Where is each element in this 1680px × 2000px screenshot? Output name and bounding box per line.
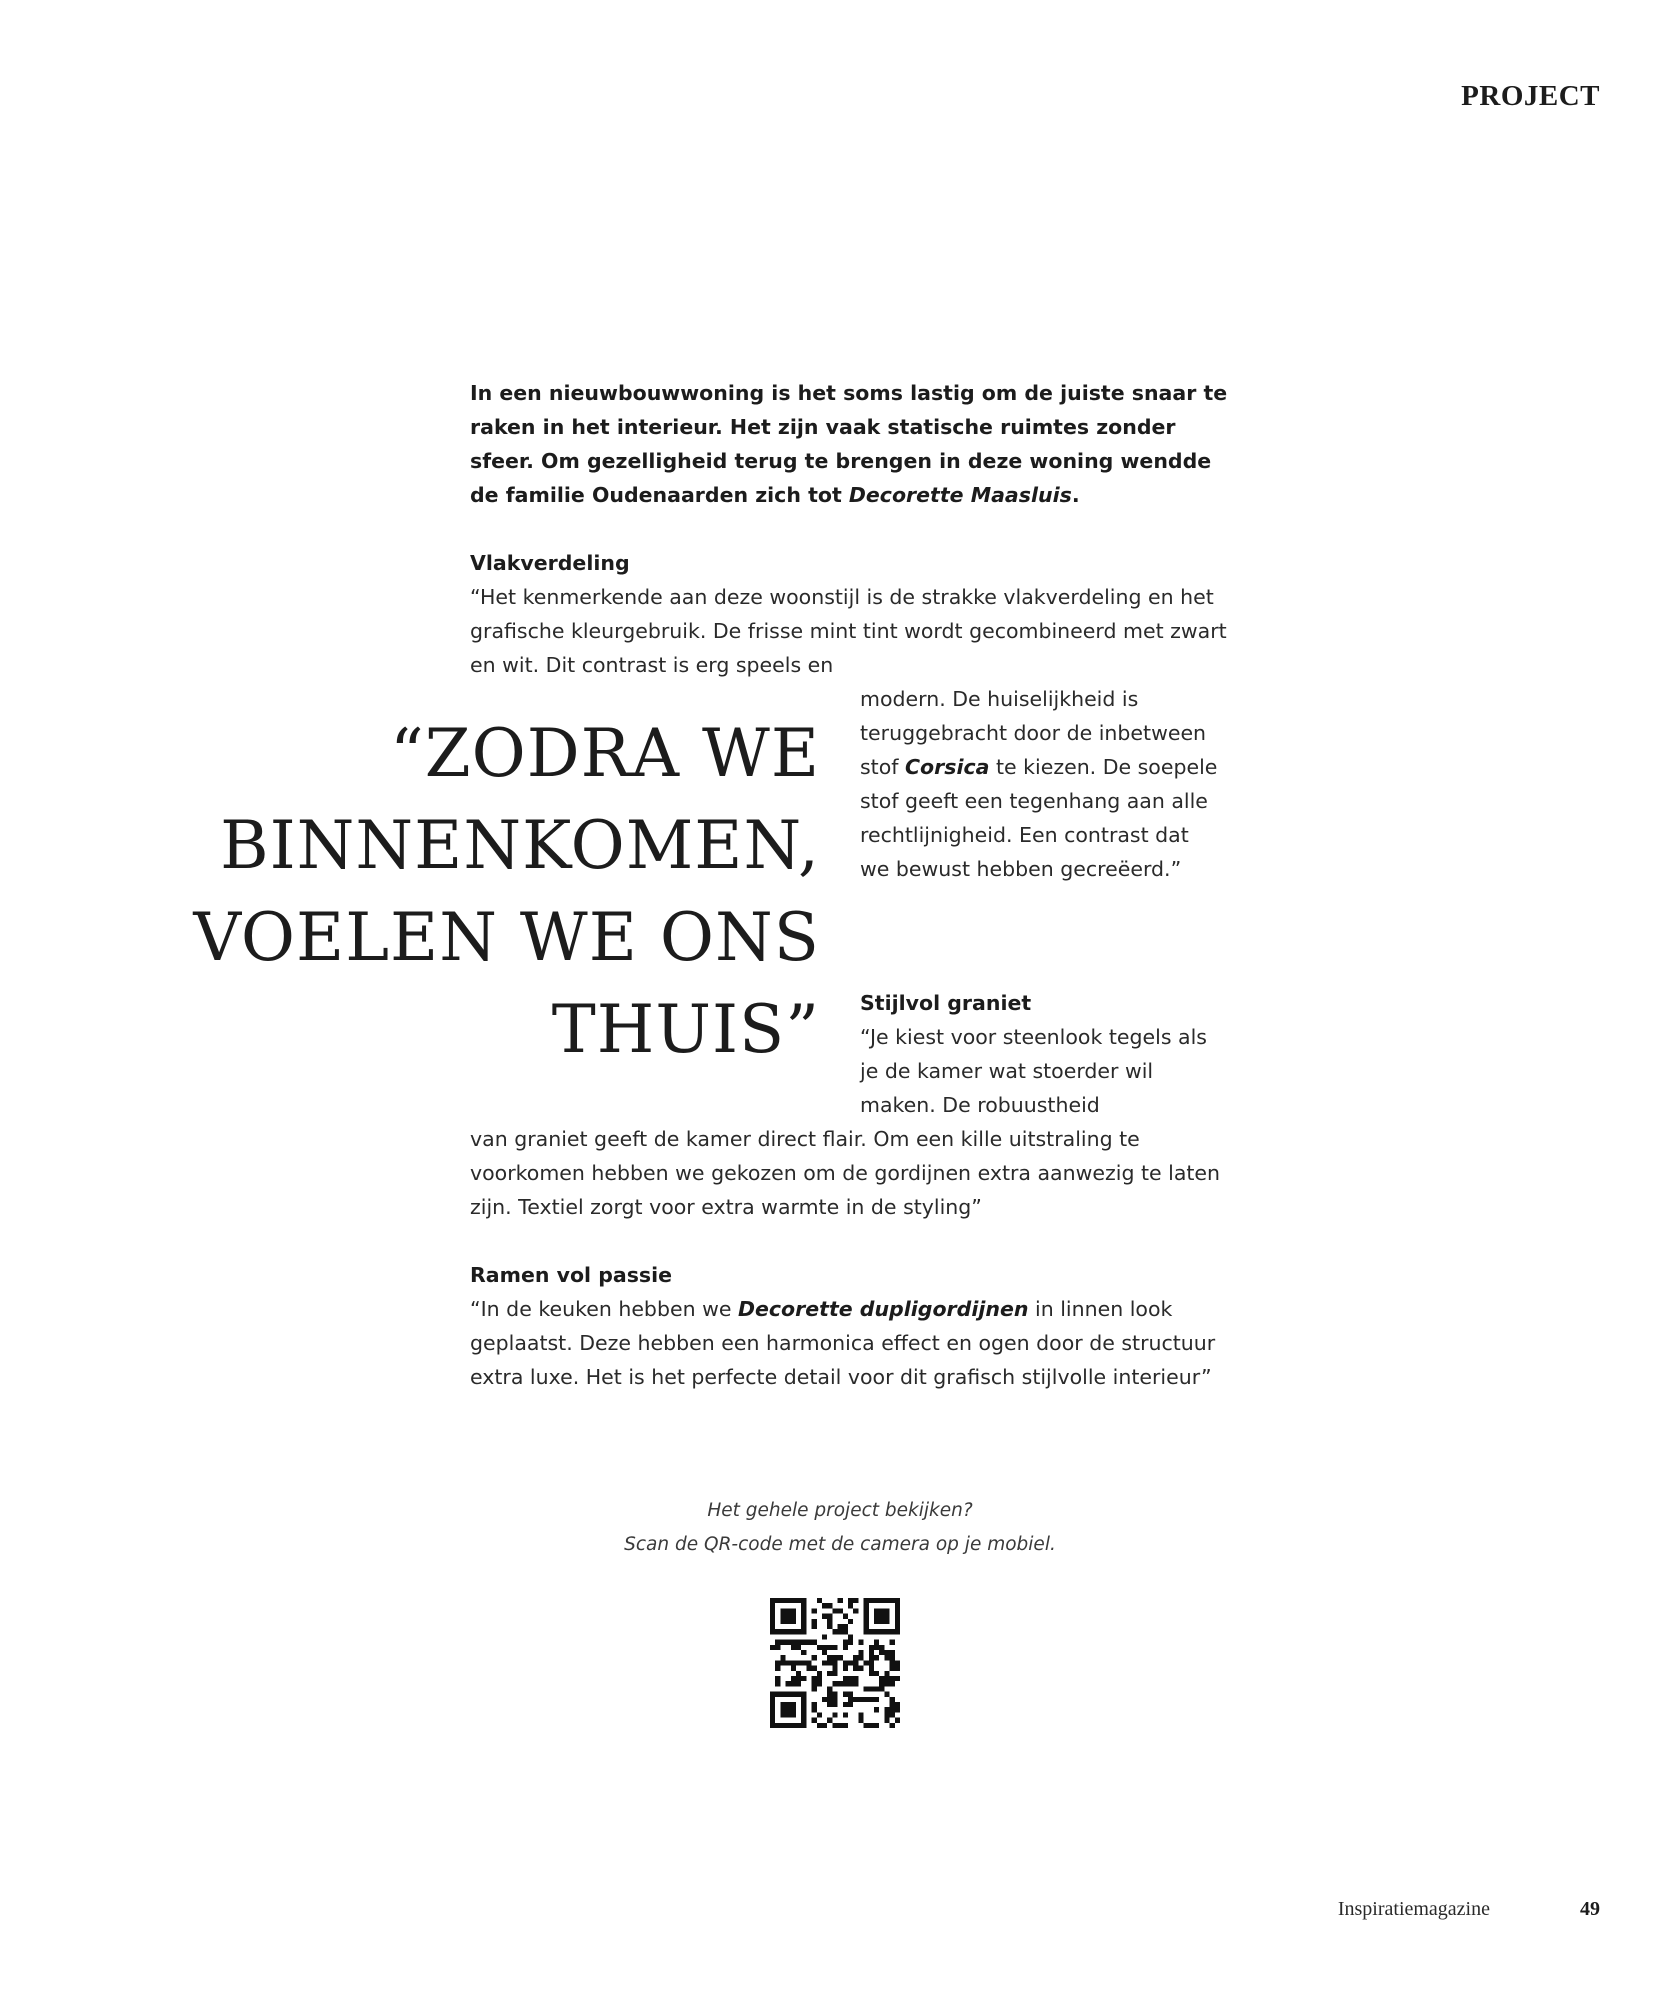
vlakverdeling-text-b: te kiezen. De soepele stof geeft een tegenhang aan alle rechtlijnigheid. Een contrast dat we bewust hebben gecreëerd.” — [860, 755, 1218, 881]
pull-quote-line: THUIS” — [551, 991, 820, 1068]
vlakverdeling-text-narrow — [860, 682, 1220, 886]
intro-text: In een nieuwbouwwoning is het soms lastig om de juiste snaar te raken in het interieur. Het zijn vaak statische ruimtes zonder sfeer. Om gezelligheid terug te brengen in deze woning wendde de familie Oudenaarden zich tot — [470, 381, 1228, 507]
pull-quote — [60, 708, 820, 1076]
intro-end: . — [1071, 483, 1080, 507]
vlakverdeling-text-wide: “Het kenmerkende aan deze woonstijl is de strakke vlakverdeling en het grafische kleurgebruik. De frisse mint tint wordt gecombineerd met zwart en wit. Dit contrast is erg speels en — [470, 585, 1227, 677]
corsica-emphasis: Corsica — [905, 755, 990, 779]
ramen-text-a: “In de keuken hebben we — [470, 1297, 738, 1321]
intro-brand: Decorette Maasluis — [848, 483, 1072, 507]
dupligordijnen-emphasis: Decorette dupligordijnen — [737, 1297, 1029, 1321]
vlakverdeling-text-a: modern. De huiselijkheid is teruggebracht door de inbetween stof — [860, 687, 1207, 779]
graniet-text-narrow: “Je kiest voor steenlook tegels als je de kamer wat stoerder wil maken. De robuustheid — [860, 1025, 1207, 1117]
cta-line-2: Scan de QR-code met de camera op je mobiel. — [624, 1534, 1056, 1555]
heading-ramen: Ramen vol passie — [470, 1263, 673, 1287]
cta-line-1: Het gehele project bekijken? — [707, 1500, 973, 1521]
pull-quote-line: VOELEN WE ONS — [193, 899, 820, 976]
intro-paragraph — [470, 376, 1230, 512]
graniet-text-wide: van graniet geeft de kamer direct flair. Om een kille uitstraling te voorkomen hebben we gekozen om de gordijnen extra aanwezig te laten zijn. Textiel zorgt voor extra warmte in de styling” — [470, 1127, 1221, 1219]
ramen-text — [470, 1292, 1230, 1394]
heading-vlakverdeling: Vlakverdeling — [470, 551, 630, 575]
qr-code-icon[interactable] — [770, 1598, 900, 1728]
section-label: PROJECT — [1461, 80, 1600, 112]
pull-quote-line: BINNENKOMEN, — [220, 807, 820, 884]
qr-call-to-action — [440, 1494, 1240, 1562]
heading-graniet: Stijlvol graniet — [860, 991, 1032, 1015]
footer-page-number: 49 — [1580, 1898, 1600, 1920]
footer-magazine-name: Inspiratiemagazine — [1337, 1898, 1490, 1920]
ramen-text-b: in linnen look geplaatst. Deze hebben een harmonica effect en ogen door de structuur extra luxe. Het is het perfecte detail voor dit grafisch stijlvolle interieur” — [470, 1297, 1216, 1389]
pull-quote-line: “ZODRA WE — [390, 715, 820, 792]
